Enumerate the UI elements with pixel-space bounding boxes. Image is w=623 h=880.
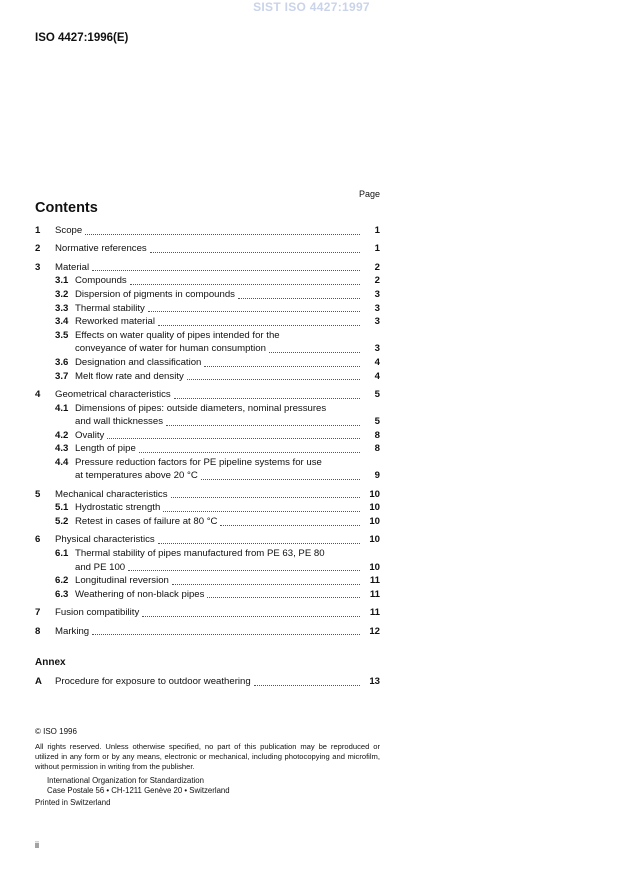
toc-subsection-4.2[interactable]: [35, 429, 380, 443]
annex-heading: Annex: [35, 657, 66, 668]
toc-subsection-3.3[interactable]: [35, 302, 380, 316]
leader-dots: [166, 425, 360, 426]
copyright-line: © ISO 1996: [35, 727, 77, 736]
subsection-page: 10: [369, 502, 380, 514]
leader-dots: [139, 452, 360, 453]
subsection-page: 3: [374, 343, 380, 355]
section-title-area: [55, 242, 364, 256]
subsection-title-area: [75, 515, 364, 529]
subsection-title-area: [75, 561, 364, 575]
subsection-title: Longitudinal reversion: [75, 575, 169, 587]
leader-dots: [107, 438, 360, 439]
subsection-title-area: [75, 501, 364, 515]
toc-section-6[interactable]: [35, 533, 380, 547]
annex-page: 13: [369, 676, 380, 687]
toc-subsection-3.2[interactable]: [35, 288, 380, 302]
organization-postal: Case Postale 56 • CH-1211 Genève 20 • Switzerland: [47, 786, 230, 795]
subsection-title-area: [75, 429, 364, 443]
subsection-page: 10: [369, 561, 380, 573]
subsection-title: Length of pipe: [75, 443, 136, 455]
subsection-title: Hydrostatic strength: [75, 502, 161, 514]
subsection-title-area: [75, 442, 364, 456]
subsection-title-area: [75, 274, 364, 288]
subsection-title-area: [75, 588, 364, 602]
leader-dots: [158, 325, 360, 326]
subsection-page: 11: [369, 575, 380, 587]
leader-dots: [171, 497, 360, 498]
subsection-title-area: [75, 370, 364, 384]
section-page: 5: [374, 388, 380, 400]
toc-section-2[interactable]: [35, 242, 380, 256]
toc-section-5[interactable]: [35, 488, 380, 502]
subsection-title-area: [75, 288, 364, 302]
organization-address: [47, 776, 230, 796]
leader-dots: [201, 479, 360, 480]
leader-dots: [207, 597, 360, 598]
subsection-page: 8: [374, 429, 380, 441]
section-title-area: [55, 388, 364, 402]
toc-subsection-3.1[interactable]: [35, 274, 380, 288]
leader-dots: [220, 525, 360, 526]
section-title-area: [55, 533, 364, 547]
subsection-title: Retest in cases of failure at 80 °C: [75, 516, 218, 528]
section-title-area: [55, 606, 364, 620]
subsection-title: Compounds: [75, 275, 127, 287]
leader-dots: [130, 284, 360, 285]
subsection-title: Weathering of non-black pipes: [75, 588, 205, 600]
toc-subsection-3.5-line1[interactable]: [35, 329, 380, 343]
section-number: 5: [35, 488, 41, 500]
subsection-title: and PE 100: [75, 561, 126, 573]
subsection-number: 4.1: [55, 402, 69, 414]
printed-in: Printed in Switzerland: [35, 798, 111, 807]
toc-subsection-6.2[interactable]: [35, 574, 380, 588]
watermark: SIST ISO 4427:1997: [253, 0, 370, 14]
subsection-title-line1: Dimensions of pipes: outside diameters, nominal pressures: [75, 402, 327, 414]
section-title-area: [55, 625, 364, 639]
section-number: 1: [35, 225, 41, 236]
section-page: 1: [374, 225, 380, 236]
annex-entry[interactable]: [35, 675, 380, 689]
subsection-page: 5: [374, 416, 380, 428]
toc-subsection-4.3[interactable]: [35, 442, 380, 456]
section-page: 2: [374, 261, 380, 273]
subsection-number: 4.4: [55, 456, 69, 468]
subsection-title-area: [75, 402, 364, 416]
toc-subsection-6.1-line2[interactable]: [35, 561, 380, 575]
section-number: 6: [35, 534, 41, 546]
subsection-title-line1: Pressure reduction factors for PE pipeline systems for use: [75, 456, 322, 468]
toc-section-8[interactable]: [35, 625, 380, 639]
toc-subsection-6.3[interactable]: [35, 588, 380, 602]
leader-dots: [85, 234, 360, 235]
section-title: Physical characteristics: [55, 534, 155, 546]
leader-dots: [92, 634, 360, 635]
subsection-title-area: [75, 342, 364, 356]
subsection-number: 5.2: [55, 516, 69, 528]
subsection-title-area: [75, 302, 364, 316]
toc-subsection-4.1-line2[interactable]: [35, 415, 380, 429]
subsection-title-line1: Thermal stability of pipes manufactured from PE 63, PE 80: [75, 548, 325, 560]
contents-title: Contents: [35, 200, 98, 216]
leader-dots: [142, 616, 360, 617]
table-of-contents: [35, 224, 380, 638]
toc-subsection-3.7[interactable]: [35, 370, 380, 384]
subsection-title: Reworked material: [75, 316, 155, 328]
toc-section-3[interactable]: [35, 261, 380, 275]
subsection-title-area: [75, 356, 364, 370]
section-title: Marking: [55, 625, 90, 637]
subsection-title-area: [75, 329, 364, 343]
leader-dots: [254, 685, 360, 686]
subsection-number: 3.3: [55, 302, 69, 314]
subsection-title: and wall thicknesses: [75, 416, 163, 428]
subsection-number: 6.2: [55, 575, 69, 587]
leader-dots: [150, 252, 360, 253]
leader-dots: [174, 398, 360, 399]
subsection-number: 4.2: [55, 429, 69, 441]
section-number: 4: [35, 388, 41, 400]
subsection-page: 10: [369, 516, 380, 528]
subsection-number: 3.6: [55, 356, 69, 368]
leader-dots: [204, 366, 360, 367]
subsection-title: Ovality: [75, 429, 105, 441]
toc-section-4[interactable]: [35, 388, 380, 402]
subsection-page: 3: [374, 302, 380, 314]
subsection-title-area: [75, 469, 364, 483]
organization-name: International Organization for Standardization: [47, 776, 204, 785]
leader-dots: [163, 511, 360, 512]
subsection-title-area: [75, 574, 364, 588]
annex-title: Procedure for exposure to outdoor weathering: [55, 676, 251, 687]
toc-subsection-4.4-line1[interactable]: [35, 456, 380, 470]
subsection-page: 2: [374, 275, 380, 287]
subsection-number: 3.2: [55, 288, 69, 300]
annex-letter: A: [35, 676, 42, 687]
section-page: 1: [374, 243, 380, 255]
subsection-number: 3.4: [55, 316, 69, 328]
section-title-area: [55, 224, 364, 238]
subsection-title: at temperatures above 20 °C: [75, 470, 198, 482]
subsection-page: 3: [374, 288, 380, 300]
leader-dots: [187, 379, 360, 380]
subsection-page: 8: [374, 443, 380, 455]
subsection-title-area: [75, 415, 364, 429]
subsection-page: 4: [374, 356, 380, 368]
toc-section-7[interactable]: [35, 606, 380, 620]
toc-section-1[interactable]: [35, 224, 380, 238]
section-number: 3: [35, 261, 41, 273]
subsection-title-area: [75, 456, 364, 470]
subsection-number: 3.5: [55, 329, 69, 341]
leader-dots: [172, 584, 360, 585]
toc-subsection-5.1[interactable]: [35, 501, 380, 515]
subsection-title: conveyance of water for human consumption: [75, 343, 266, 355]
section-title: Scope: [55, 225, 83, 236]
subsection-number: 6.3: [55, 588, 69, 600]
section-page: 10: [369, 534, 380, 546]
subsection-title: Thermal stability: [75, 302, 145, 314]
subsection-title-line1: Effects on water quality of pipes intended for the: [75, 329, 280, 341]
leader-dots: [158, 543, 360, 544]
subsection-title: Melt flow rate and density: [75, 370, 184, 382]
toc-subsection-4.4-line2[interactable]: [35, 469, 380, 483]
section-page: 12: [369, 625, 380, 637]
toc-subsection-3.5-line2[interactable]: [35, 342, 380, 356]
toc-subsection-4.1-line1[interactable]: [35, 402, 380, 416]
section-number: 7: [35, 607, 41, 619]
leader-dots: [128, 570, 360, 571]
subsection-page: 4: [374, 370, 380, 382]
toc-subsection-5.2[interactable]: [35, 515, 380, 529]
leader-dots: [269, 352, 360, 353]
subsection-number: 4.3: [55, 443, 69, 455]
subsection-page: 3: [374, 316, 380, 328]
section-number: 2: [35, 243, 41, 255]
section-title-area: [55, 261, 364, 275]
section-title: Normative references: [55, 243, 147, 255]
leader-dots: [238, 298, 360, 299]
section-title-area: [55, 488, 364, 502]
section-title: Material: [55, 261, 90, 273]
subsection-title-area: [75, 315, 364, 329]
subsection-title: Dispersion of pigments in compounds: [75, 288, 235, 300]
subsection-page: 9: [374, 470, 380, 482]
section-number: 8: [35, 625, 41, 637]
toc-subsection-3.4[interactable]: [35, 315, 380, 329]
section-title: Geometrical characteristics: [55, 388, 171, 400]
subsection-title: Designation and classification: [75, 356, 202, 368]
subsection-page: 11: [369, 588, 380, 600]
section-title: Mechanical characteristics: [55, 488, 168, 500]
leader-dots: [92, 270, 360, 271]
page-number: ii: [35, 840, 39, 850]
toc-subsection-3.6[interactable]: [35, 356, 380, 370]
subsection-number: 5.1: [55, 502, 69, 514]
rights-statement: All rights reserved. Unless otherwise specified, no part of this publication may be reproduced or utilized in any form or by any means, electronic or mechanical, including photocopying and microfilm, without permission in writing from the publisher.: [35, 742, 380, 771]
subsection-number: 6.1: [55, 548, 69, 560]
section-page: 11: [369, 607, 380, 619]
section-page: 10: [369, 488, 380, 500]
leader-dots: [148, 311, 360, 312]
toc-subsection-6.1-line1[interactable]: [35, 547, 380, 561]
subsection-number: 3.7: [55, 370, 69, 382]
subsection-number: 3.1: [55, 275, 69, 287]
page-column-label: Page: [358, 189, 380, 199]
subsection-title-area: [75, 547, 364, 561]
section-title: Fusion compatibility: [55, 607, 140, 619]
document-number: ISO 4427:1996(E): [35, 32, 129, 44]
